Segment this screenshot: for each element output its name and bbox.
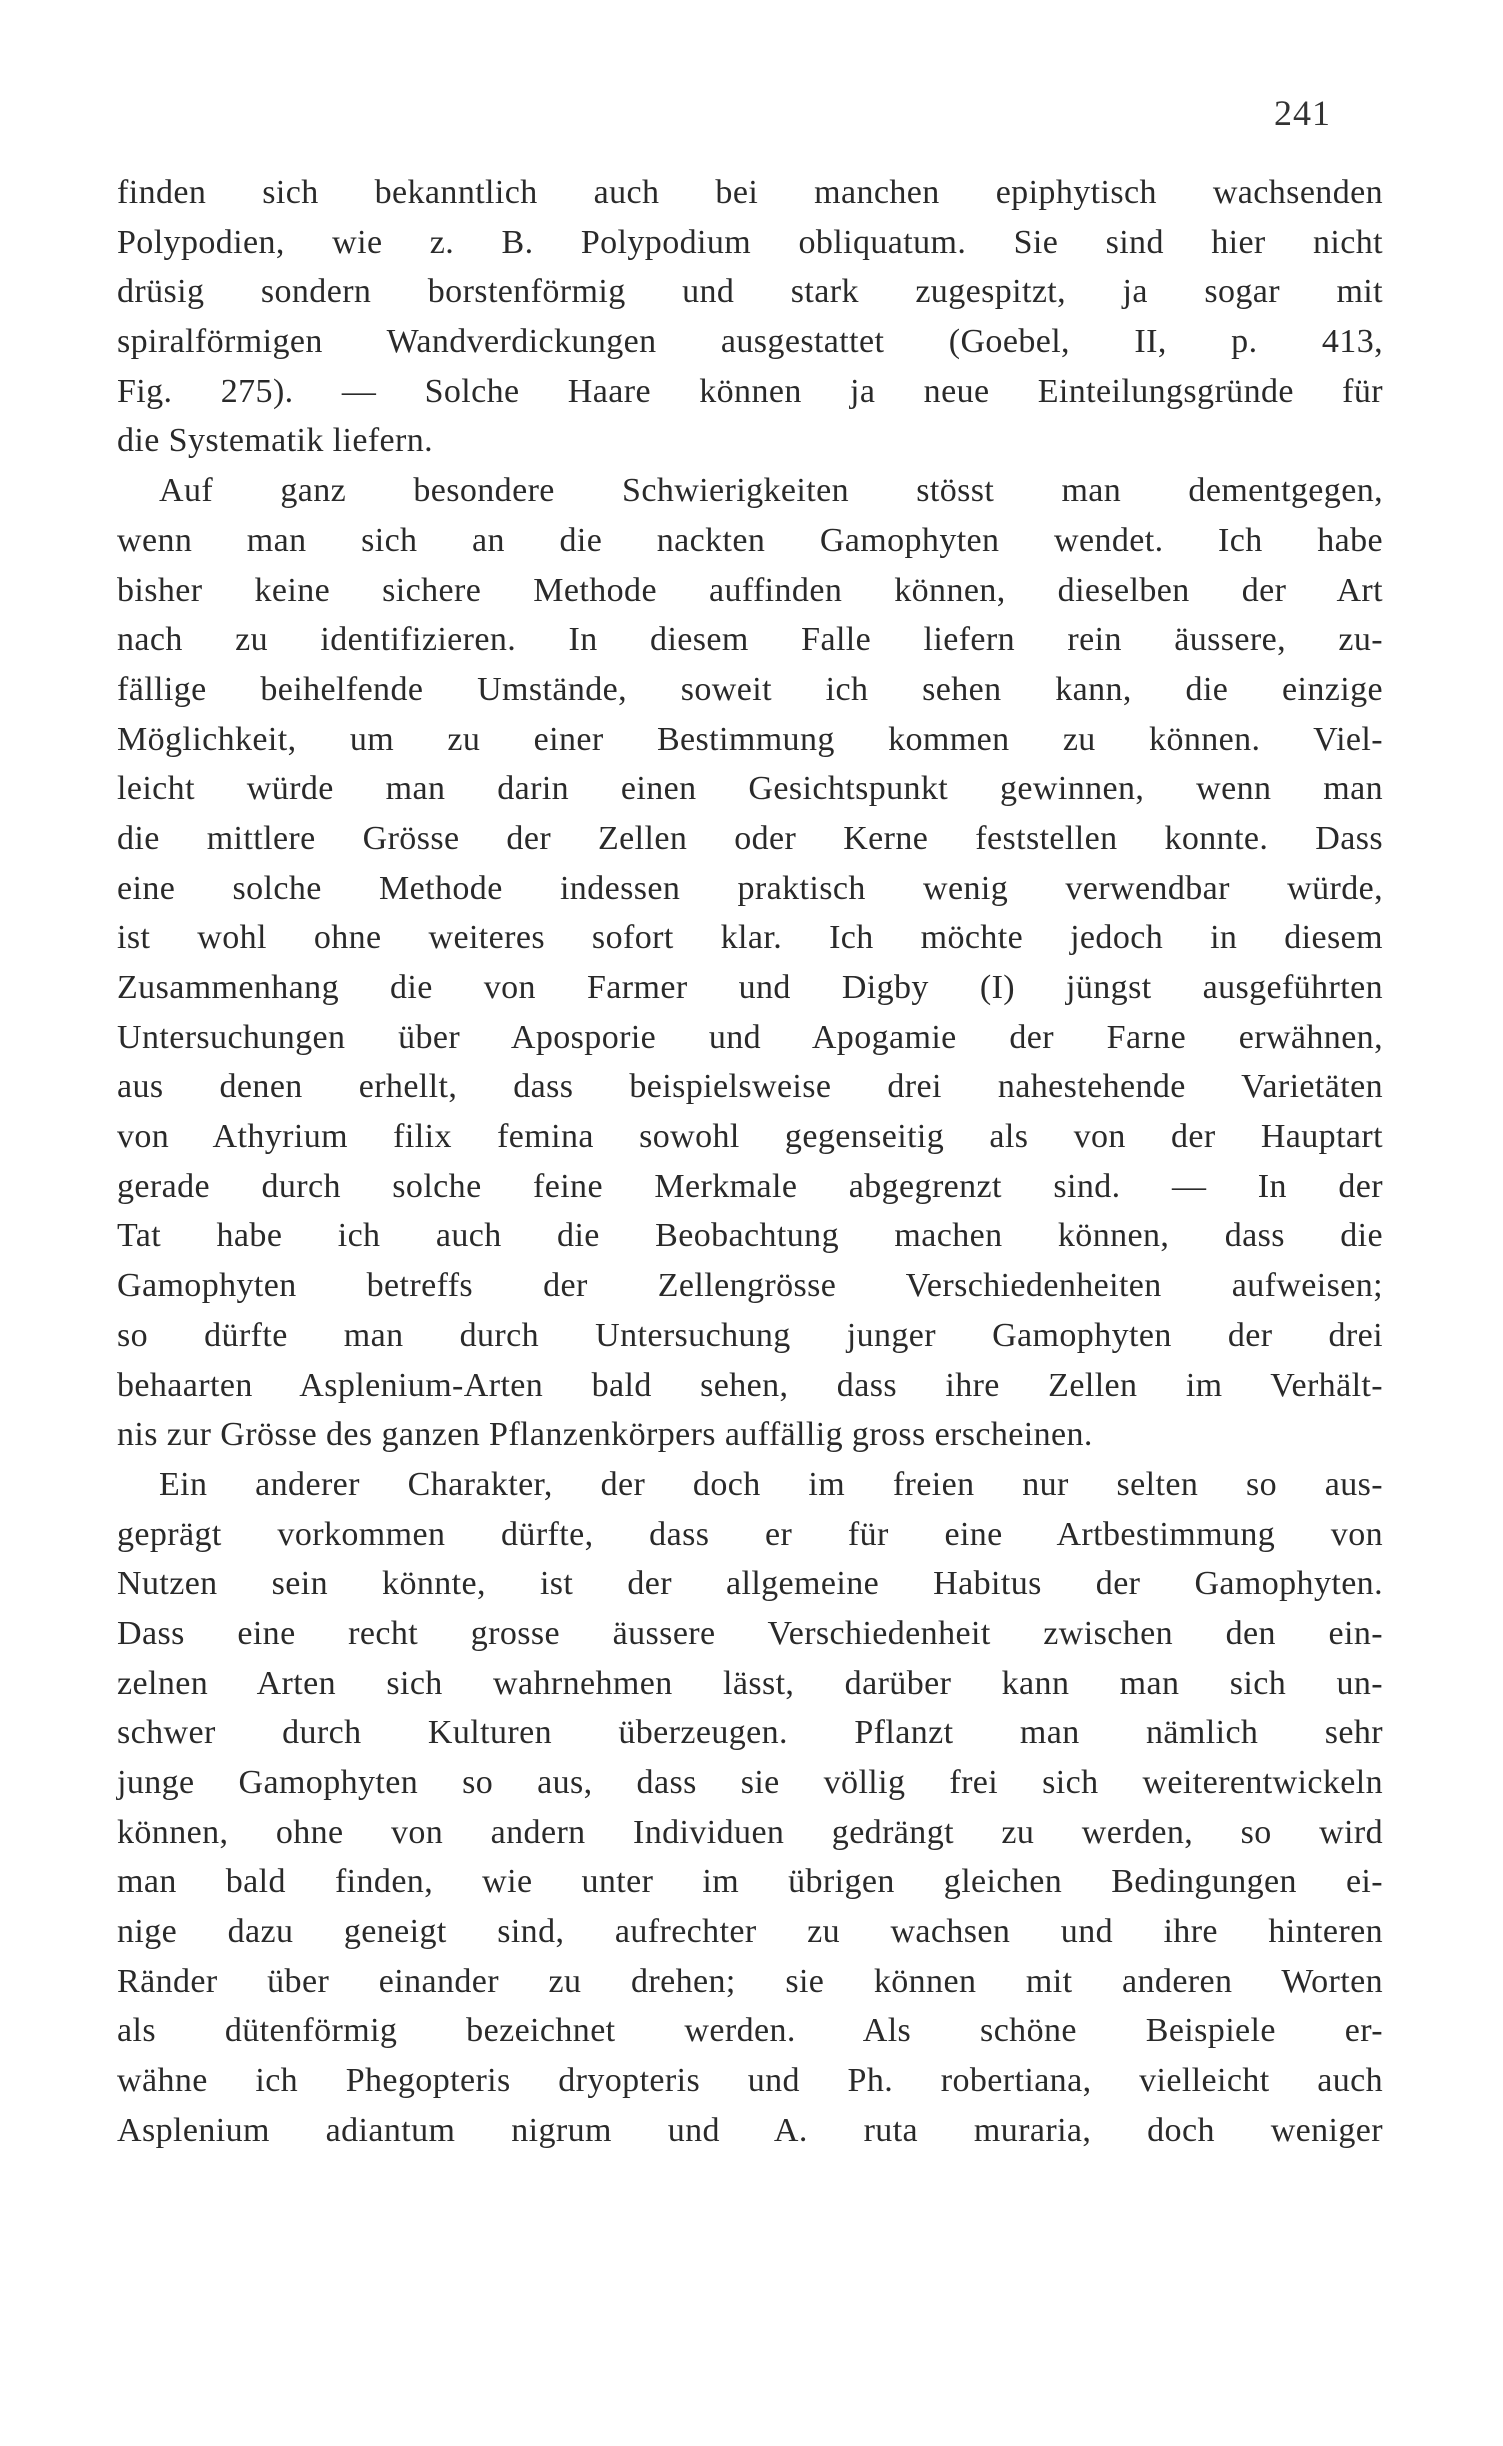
text-line: die mittlere Grösse der Zellen oder Kerne feststellen konnte. Dass [117, 819, 1383, 857]
text-line: Fig. 275). — Solche Haare können ja neue Einteilungsgründe für [117, 372, 1383, 410]
text-line: aus denen erhellt, dass beispielsweise drei nahestehende Varietäten [117, 1068, 1383, 1106]
text-line: eine solche Methode indessen praktisch wenig verwendbar würde, [117, 869, 1383, 907]
text-line: leicht würde man darin einen Gesichtspunkt gewinnen, wenn man [117, 770, 1383, 808]
text-line: spiralförmigen Wandverdickungen ausgestattet (Goebel, II, p. 413, [117, 323, 1383, 361]
text-line: ist wohl ohne weiteres sofort klar. Ich möchte jedoch in diesem [117, 919, 1383, 957]
text-line: Asplenium adiantum nigrum und A. ruta muraria, doch weniger [117, 2111, 1383, 2149]
text-line: geprägt vorkommen dürfte, dass er für eine Artbestimmung von [117, 1515, 1383, 1553]
text-line: nige dazu geneigt sind, aufrechter zu wachsen und ihre hinteren [117, 1913, 1383, 1951]
text-line: zelnen Arten sich wahrnehmen lässt, darüber kann man sich un- [117, 1664, 1383, 1702]
text-line: Dass eine recht grosse äussere Verschiedenheit zwischen den ein- [117, 1614, 1383, 1652]
text-line: als dütenförmig bezeichnet werden. Als schöne Beispiele er- [117, 2012, 1383, 2050]
text-line: die Systematik liefern. [117, 422, 434, 460]
text-line: können, ohne von andern Individuen gedrängt zu werden, so wird [117, 1813, 1383, 1851]
text-line: gerade durch solche feine Merkmale abgegrenzt sind. — In der [117, 1167, 1383, 1205]
text-line: nis zur Grösse des ganzen Pflanzenkörpers auffällig gross erscheinen. [117, 1416, 1093, 1454]
page-number: 241 [1274, 93, 1331, 133]
text-line: junge Gamophyten so aus, dass sie völlig frei sich weiterentwickeln [117, 1764, 1383, 1801]
text-line: fällige beihelfende Umstände, soweit ich sehen kann, die einzige [117, 670, 1383, 708]
text-line: Polypodien, wie z. B. Polypodium obliquatum. Sie sind hier nicht [117, 223, 1383, 261]
text-line: von Athyrium filix femina sowohl gegenseitig als von der Hauptart [117, 1118, 1383, 1156]
text-line: Untersuchungen über Aposporie und Apogamie der Farne erwähnen, [117, 1018, 1383, 1056]
text-line: nach zu identifizieren. In diesem Falle liefern rein äussere, zu- [117, 621, 1383, 659]
text-line: man bald finden, wie unter im übrigen gleichen Bedingungen ei- [117, 1863, 1383, 1901]
text-line: wenn man sich an die nackten Gamophyten wendet. Ich habe [117, 521, 1383, 559]
text-line: bisher keine sichere Methode auffinden können, dieselben der Art [117, 571, 1383, 609]
text-line: Möglichkeit, um zu einer Bestimmung kommen zu können. Viel- [117, 720, 1383, 758]
text-line: wähne ich Phegopteris dryopteris und Ph. robertiana, vielleicht auch [117, 2062, 1383, 2100]
text-line: schwer durch Kulturen überzeugen. Pflanzt man nämlich sehr [117, 1714, 1383, 1752]
text-line: Tat habe ich auch die Beobachtung machen können, dass die [117, 1217, 1383, 1255]
text-line: Auf ganz besondere Schwierigkeiten stösst man dementgegen, [159, 472, 1383, 510]
text-line: Ein anderer Charakter, der doch im freien nur selten so aus- [159, 1465, 1383, 1503]
text-line: finden sich bekanntlich auch bei manchen epiphytisch wachsenden [117, 174, 1383, 211]
text-line: Nutzen sein könnte, ist der allgemeine Habitus der Gamophyten. [117, 1565, 1383, 1603]
text-line: so dürfte man durch Untersuchung junger Gamophyten der drei [117, 1316, 1383, 1354]
body-text [117, 168, 1383, 2156]
text-line: drüsig sondern borstenförmig und stark zugespitzt, ja sogar mit [117, 273, 1383, 311]
text-line: Ränder über einander zu drehen; sie können mit anderen Worten [117, 1962, 1383, 2000]
text-line: Zusammenhang die von Farmer und Digby (I) jüngst ausgeführten [117, 969, 1383, 1006]
text-line: behaarten Asplenium-Arten bald sehen, dass ihre Zellen im Verhält- [117, 1366, 1383, 1404]
text-line: Gamophyten betreffs der Zellengrösse Verschiedenheiten aufweisen; [117, 1267, 1383, 1305]
